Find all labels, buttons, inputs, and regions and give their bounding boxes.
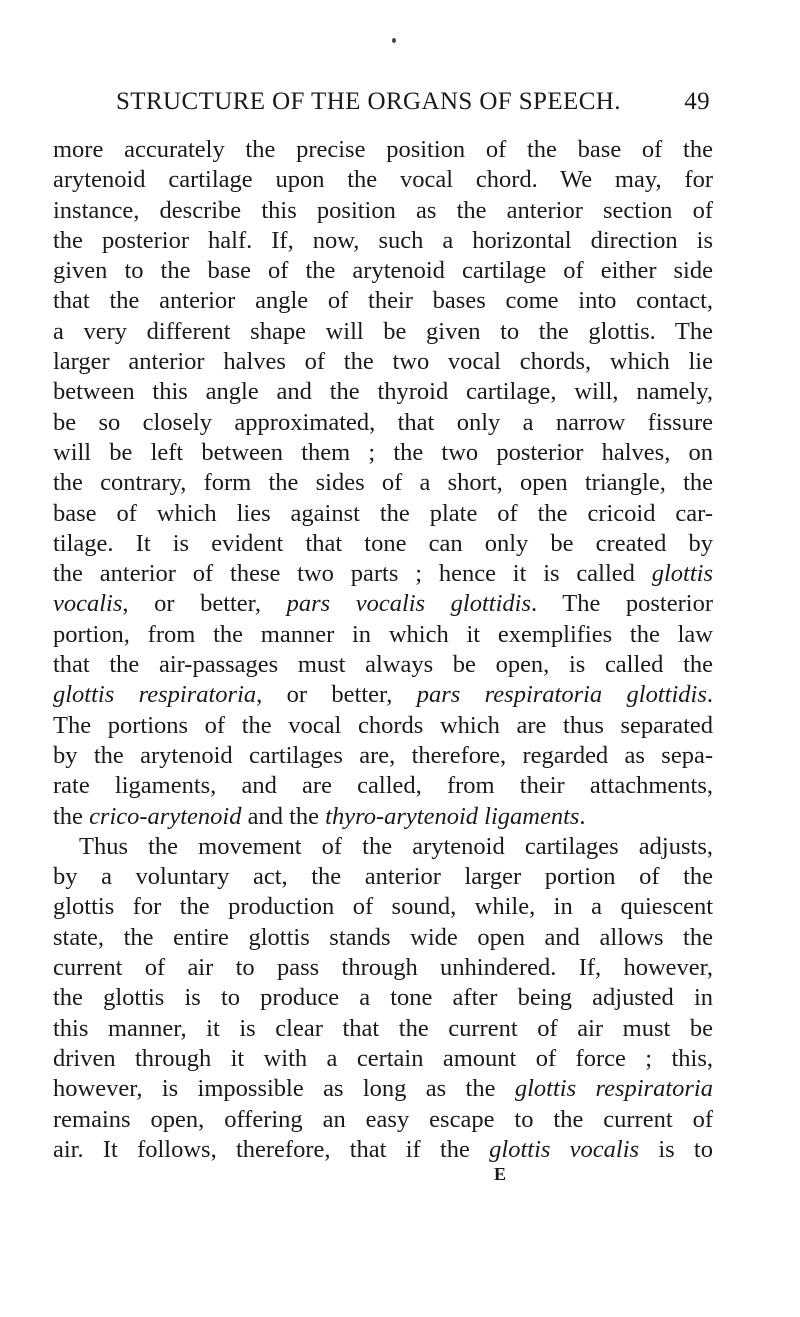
body-text <box>53 135 713 1165</box>
text-line-27: state, the entire glottis stands wide open and allows the <box>53 923 713 951</box>
text-line-33: remains open, offering an easy escape to the current of <box>53 1105 713 1133</box>
text-line-2: arytenoid cartilage upon the vocal chord. We may, for <box>53 166 713 194</box>
text-line-18: that the air-passages must always be open, is called the <box>53 651 713 679</box>
text-line-29: the glottis is to produce a tone after being adjusted in <box>53 984 713 1012</box>
signature-mark: E <box>494 1164 507 1184</box>
text-line-1: more accurately the precise position of the base of the <box>53 136 713 163</box>
text-line-24: Thus the movement of the arytenoid cartilages adjusts, <box>79 832 713 860</box>
italic-term: glottis <box>651 560 713 588</box>
text-line-11: will be left between them ; the two posterior halves, on <box>53 438 713 466</box>
text-line-30: this manner, it is clear that the current of air must be <box>53 1014 713 1042</box>
text-line-28: current of air to pass through unhindered. If, however, <box>53 954 713 982</box>
text-line-32: however, is impossible as long as the glottis respiratoria <box>53 1075 713 1103</box>
text-line-6: that the anterior angle of their bases come into contact, <box>53 287 713 315</box>
text-line-34: air. It follows, therefore, that if the glottis vocalis is to <box>53 1135 713 1163</box>
italic-term: glottis respiratoria <box>514 1075 713 1103</box>
text-line-25: by a voluntary act, the anterior larger portion of the <box>53 863 713 891</box>
text-line-3: instance, describe this position as the anterior section of <box>53 196 713 224</box>
running-head <box>116 84 710 120</box>
text-line-16: vocalis, or better, pars vocalis glottidis. The posterior <box>53 590 713 618</box>
text-line-22: rate ligaments, and are called, from their attachments, <box>53 772 713 800</box>
text-line-14: tilage. It is evident that tone can only be created by <box>53 529 713 557</box>
page-number: 49 <box>684 88 710 115</box>
text-line-26: glottis for the production of sound, while, in a quiescent <box>53 893 713 921</box>
text-line-7: a very different shape will be given to the glottis. The <box>53 317 713 345</box>
italic-term: glottis respiratoria <box>53 681 257 709</box>
text-line-13: base of which lies against the plate of the cricoid car- <box>53 499 713 527</box>
text-line-9: between this angle and the thyroid cartilage, will, namely, <box>53 378 713 406</box>
italic-term: thyro-arytenoid ligaments <box>325 802 580 830</box>
text-line-17: portion, from the manner in which it exemplifies the law <box>53 620 713 648</box>
text-line-8: larger anterior halves of the two vocal chords, which lie <box>53 348 713 376</box>
italic-term: glottis vocalis <box>489 1135 640 1163</box>
text-line-5: given to the base of the arytenoid cartilage of either side <box>53 257 713 285</box>
text-line-21: by the arytenoid cartilages are, therefore, regarded as sepa- <box>53 741 713 769</box>
text-line-31: driven through it with a certain amount of force ; this, <box>53 1044 713 1072</box>
text-line-19: glottis respiratoria, or better, pars respiratoria glottidis. <box>53 681 713 709</box>
italic-term: vocalis <box>53 590 123 618</box>
text-line-4: the posterior half. If, now, such a horizontal direction is <box>53 226 713 254</box>
italic-term: pars respiratoria glottidis <box>416 681 707 709</box>
text-line-12: the contrary, form the sides of a short, open triangle, the <box>53 469 713 497</box>
text-line-23: the crico-arytenoid and the thyro-arytenoid ligaments. <box>53 802 586 830</box>
text-line-20: The portions of the vocal chords which are thus separated <box>53 711 713 739</box>
ink-speck <box>392 38 396 43</box>
italic-term: pars vocalis glottidis <box>286 590 531 618</box>
text-line-10: be so closely approximated, that only a narrow fissure <box>53 408 713 436</box>
text-line-15: the anterior of these two parts ; hence it is called glottis <box>53 560 713 588</box>
running-title: STRUCTURE OF THE ORGANS OF SPEECH. <box>116 88 621 115</box>
italic-term: crico-arytenoid <box>89 802 242 830</box>
